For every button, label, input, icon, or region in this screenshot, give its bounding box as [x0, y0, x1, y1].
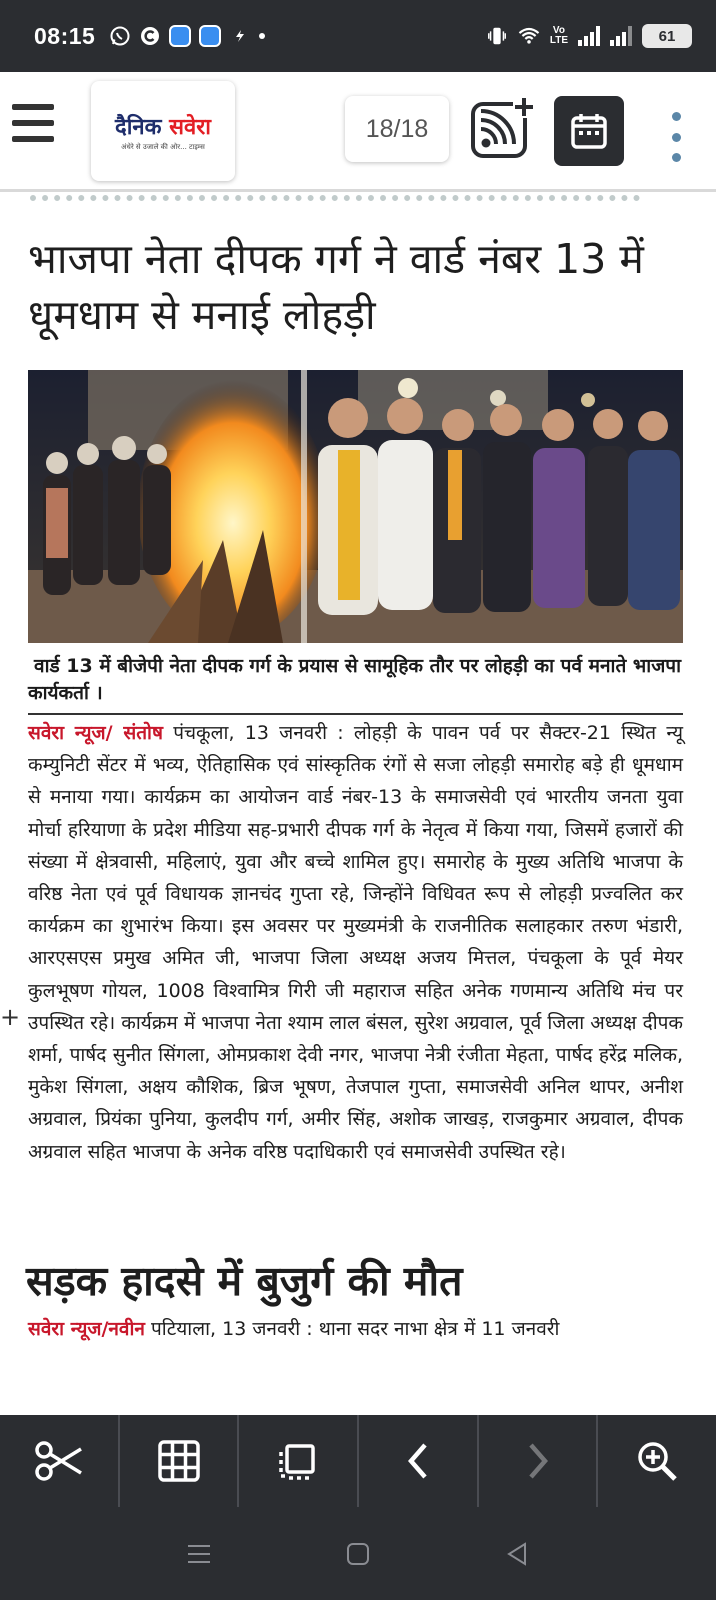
app-notification-icon-2 — [199, 25, 221, 47]
network-line-1: Vo — [552, 25, 565, 36]
battery-icon: 61 — [642, 24, 692, 48]
logo-title-accent: सवेरा — [169, 114, 211, 140]
calendar-button[interactable] — [554, 96, 624, 166]
back-button[interactable] — [499, 1536, 535, 1572]
recent-apps-button[interactable] — [181, 1536, 217, 1572]
status-bar — [0, 0, 716, 72]
rss-feed-icon[interactable] — [469, 96, 535, 162]
more-options-icon[interactable] — [664, 112, 688, 162]
app-notification-icon — [169, 25, 191, 47]
epaper-page[interactable] — [0, 195, 716, 1415]
previous-article-cutoff — [30, 195, 640, 207]
system-indicators — [486, 24, 692, 48]
system-navigation-bar — [0, 1507, 716, 1600]
flash-icon — [229, 25, 251, 47]
newspaper-logo[interactable] — [91, 81, 235, 181]
article2-headline: सड़क हादसे में बुजुर्ग की मौत — [26, 1257, 463, 1305]
article2-byline: सवेरा न्यूज/नवीन — [28, 1318, 145, 1340]
scissors-icon — [33, 1439, 85, 1483]
logo-title — [115, 111, 211, 141]
article-byline: सवेरा न्यूज/ संतोष — [28, 722, 163, 744]
reader-toolbar — [0, 72, 716, 192]
article2-intro — [28, 1313, 708, 1345]
page-counter-button[interactable]: 18/18 — [345, 96, 449, 162]
reader-bottom-toolbar — [0, 1415, 716, 1507]
menu-icon[interactable] — [12, 104, 54, 142]
photo-caption-text: वार्ड 13 में बीजेपी नेता दीपक गर्ग के प्रयास से सामूहिक तौर पर लोहड़ी का पर्व मनाते भाजपा कार्यकर्ता । — [28, 655, 682, 704]
home-button[interactable] — [340, 1536, 376, 1572]
c-app-icon — [139, 25, 161, 47]
status-time: 08:15 — [34, 22, 96, 49]
article-body-text: पंचकूला, 13 जनवरी : लोहड़ी के पावन पर्व पर सैक्टर-21 स्थित न्यू कम्युनिटी सेंटर में भव्य, ऐतिहासिक एवं सांस्कृतिक रंगों से सजा लोहड़ी समारोह बड़े ही धूमधाम से मनाया गया। कार्यक्रम का आयोजन वार्ड नंबर-13 के समाजसेवी एवं भारतीय जनता युवा मोर्चा हरियाणा के प्रदेश मीडिया सह-प्रभारी दीपक गर्ग के नेतृत्व में किया गया, जिसमें हजारों की संख्या में क्षेत्रवासी, महिलाएं, युवा और बच्चे शामिल हुए। समारोह के मुख्य अतिथि भाजपा के वरिष्ठ नेता एवं पूर्व विधायक ज्ञानचंद गुप्ता रहे, जिन्होंने विधिवत रूप से लोहड़ी प्रज्वलित कर कार्यक्रम का शुभारंभ किया। इस अवसर पर मुख्यमंत्री के राजनीतिक सलाहकार तरुण भंडारी, आरएसएस प्रमुख अमित जी, भाजपा जिला अध्यक्ष अजय मित्तल, पंचकूला के पूर्व मेयर कुलभूषण गोयल, 1008 विश्वामित्र गिरी जी महाराज सहित अनेक गणमान्य अतिथि मंच पर उपस्थित रहे। कार्यक्रम में भाजपा नेता श्याम लाल बंसल, सुरेश अग्रवाल, पूर्व जिला अध्यक्ष दीपक शर्मा, पार्षद सुनीत सिंगला, ओमप्रकाश देवी नगर, भाजपा नेत्री रंजीता मेहता, पार्षद हरेंद्र मलिक, मुकेश सिंगला, अक्षय कौशिक, ब्रिज भूषण, तेजपाल गुप्ता, समाजसेवी अनिल थापर, अनीश अग्रवाल, प्रियंका पुनिया, कुलदीप गर्ग, अमीर सिंह, अशोक जाखड़, राजकुमार अग्रवाल, दीपक अग्रवाल सहित भाजपा के अनेक वरिष्ठ पदाधिकारी एवं समाजसेवी उपस्थित रहे। — [28, 722, 683, 1163]
zoom-in-button[interactable] — [598, 1415, 716, 1507]
select-area-button[interactable] — [239, 1415, 359, 1507]
notification-icons — [109, 25, 265, 47]
article-body — [28, 717, 683, 1168]
lohri-celebration-photo — [28, 370, 683, 643]
zoom-in-icon — [635, 1439, 679, 1483]
recent-apps-icon — [186, 1541, 212, 1567]
home-icon — [345, 1541, 371, 1567]
network-type-label — [550, 26, 568, 46]
whatsapp-icon — [109, 25, 131, 47]
photo-caption — [28, 653, 683, 715]
previous-page-button[interactable] — [359, 1415, 479, 1507]
chevron-left-icon — [403, 1441, 433, 1481]
next-page-button[interactable] — [479, 1415, 599, 1507]
logo-title-primary: दैनिक — [115, 114, 170, 140]
select-area-icon — [277, 1440, 319, 1482]
signal-strength-icon — [578, 26, 600, 46]
page-grid-button[interactable] — [120, 1415, 240, 1507]
vibrate-icon — [486, 25, 508, 47]
logo-tagline: अंधेरे से उजाले की ओर... टाइम्स — [121, 142, 205, 151]
wifi-icon — [518, 25, 540, 47]
calendar-icon — [569, 111, 609, 151]
clip-button[interactable] — [0, 1415, 120, 1507]
article-photo — [28, 370, 683, 643]
network-line-2: LTE — [549, 35, 568, 46]
more-notifications-dot-icon — [259, 33, 265, 39]
back-triangle-icon — [504, 1541, 530, 1567]
article-headline: भाजपा नेता दीपक गर्ग ने वार्ड नंबर 13 में धूमधाम से मनाई लोहड़ी — [28, 235, 644, 339]
article2-body-start: पटियाला, 13 जनवरी : थाना सदर नाभा क्षेत्र में 11 जनवरी — [144, 1318, 560, 1340]
grid-icon — [158, 1440, 200, 1482]
signal-strength-icon-2 — [610, 26, 632, 46]
page-edge-mark: + — [0, 1003, 21, 1031]
chevron-right-icon — [523, 1441, 553, 1481]
